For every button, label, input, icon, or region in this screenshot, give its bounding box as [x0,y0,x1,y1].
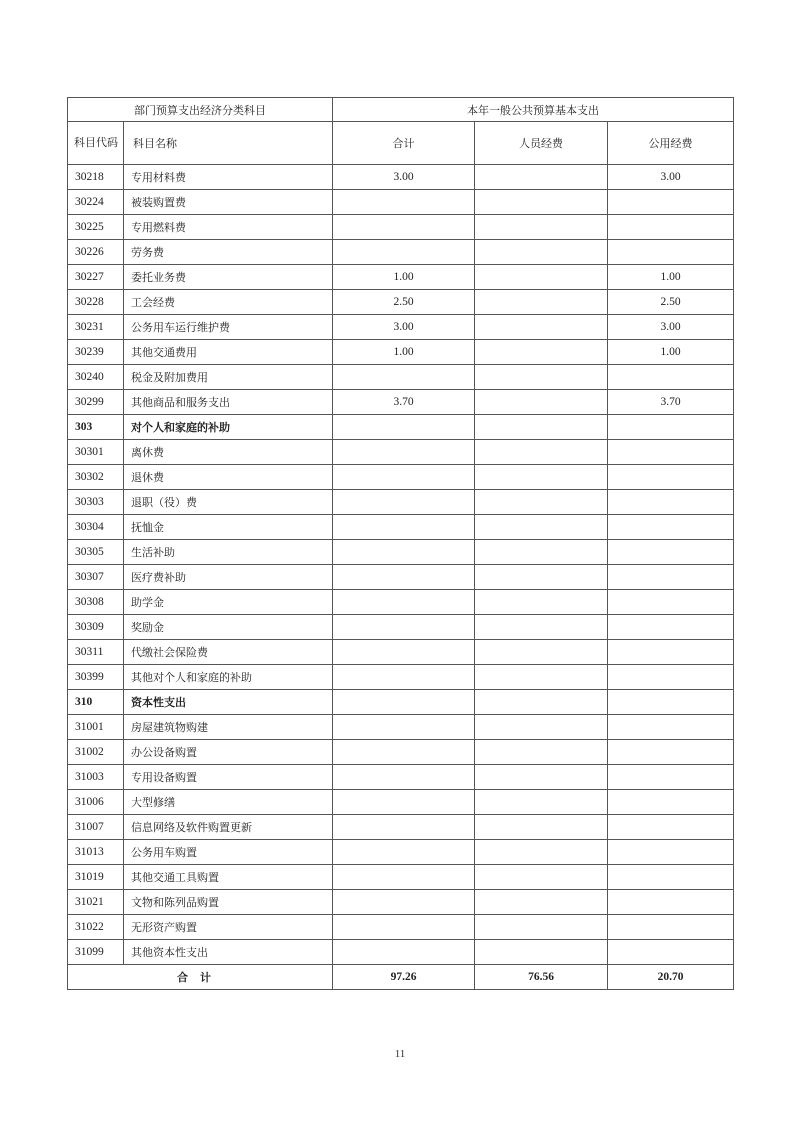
row-public [608,465,734,490]
row-total [333,890,475,915]
row-personnel [475,440,608,465]
row-name: 其他对个人和家庭的补助 [124,665,333,690]
table-row [68,540,734,565]
row-code: 303 [68,415,124,440]
row-personnel [475,315,608,340]
row-name: 专用燃料费 [124,215,333,240]
row-name: 资本性支出 [124,690,333,715]
row-code: 30228 [68,290,124,315]
row-total [333,790,475,815]
row-personnel [475,290,608,315]
row-total [333,240,475,265]
row-total: 3.00 [333,315,475,340]
row-code: 31099 [68,940,124,965]
row-public [608,365,734,390]
row-public [608,865,734,890]
row-personnel [475,265,608,290]
table-row [68,340,734,365]
row-personnel [475,815,608,840]
row-name: 税金及附加费用 [124,365,333,390]
row-public [608,565,734,590]
row-public [608,690,734,715]
row-total [333,915,475,940]
table-row [68,415,734,440]
table-row [68,640,734,665]
row-name: 房屋建筑物购建 [124,715,333,740]
row-personnel [475,765,608,790]
table-row [68,240,734,265]
row-name: 文物和陈列品购置 [124,890,333,915]
row-total [333,690,475,715]
table-row [68,565,734,590]
row-public [608,740,734,765]
row-name: 劳务费 [124,240,333,265]
row-name: 其他交通费用 [124,340,333,365]
row-total [333,515,475,540]
row-code: 31006 [68,790,124,815]
total-public: 20.70 [608,965,734,990]
table-row [68,740,734,765]
table-row [68,590,734,615]
row-personnel [475,840,608,865]
row-code: 30218 [68,165,124,190]
row-total [333,640,475,665]
row-name: 离休费 [124,440,333,465]
table-row [68,615,734,640]
row-code: 31001 [68,715,124,740]
row-code: 31002 [68,740,124,765]
table-row [68,840,734,865]
row-code: 30304 [68,515,124,540]
header-economic-classification: 部门预算支出经济分类科目 [68,98,333,122]
row-total: 1.00 [333,265,475,290]
table-row [68,290,734,315]
row-personnel [475,340,608,365]
row-name: 工会经费 [124,290,333,315]
table-row [68,390,734,415]
row-total [333,865,475,890]
row-total: 2.50 [333,290,475,315]
total-label: 合计 [68,965,333,990]
row-code: 30305 [68,540,124,565]
row-code: 30308 [68,590,124,615]
row-public: 3.00 [608,165,734,190]
table-row [68,315,734,340]
row-name: 其他交通工具购置 [124,865,333,890]
row-code: 310 [68,690,124,715]
header-row-columns [68,122,734,165]
row-personnel [475,640,608,665]
row-personnel [475,690,608,715]
row-public [608,490,734,515]
row-code: 30224 [68,190,124,215]
row-code: 30227 [68,265,124,290]
row-name: 抚恤金 [124,515,333,540]
row-code: 30302 [68,465,124,490]
table-row [68,765,734,790]
row-public [608,715,734,740]
row-code: 30311 [68,640,124,665]
row-total [333,715,475,740]
row-code: 30299 [68,390,124,415]
row-personnel [475,915,608,940]
row-name: 专用材料费 [124,165,333,190]
row-total [333,465,475,490]
row-code: 30399 [68,665,124,690]
total-row [68,965,734,990]
row-personnel [475,740,608,765]
row-code: 31007 [68,815,124,840]
row-personnel [475,790,608,815]
row-personnel [475,890,608,915]
row-name: 大型修缮 [124,790,333,815]
row-public [608,890,734,915]
row-public: 2.50 [608,290,734,315]
row-personnel [475,490,608,515]
table-row [68,665,734,690]
row-personnel [475,540,608,565]
row-name: 助学金 [124,590,333,615]
row-personnel [475,565,608,590]
header-name: 科目名称 [124,122,333,165]
total-personnel: 76.56 [475,965,608,990]
row-public [608,440,734,465]
row-personnel [475,615,608,640]
row-public [608,615,734,640]
row-personnel [475,715,608,740]
table-row [68,890,734,915]
row-total [333,415,475,440]
table-row [68,940,734,965]
row-personnel [475,165,608,190]
row-public [608,665,734,690]
row-total [333,540,475,565]
table-row [68,265,734,290]
row-code: 30309 [68,615,124,640]
row-public [608,590,734,615]
row-personnel [475,415,608,440]
row-personnel [475,665,608,690]
row-code: 30307 [68,565,124,590]
row-name: 退休费 [124,465,333,490]
row-public [608,790,734,815]
row-public [608,515,734,540]
row-public [608,940,734,965]
header-row-groups [68,98,734,122]
header-total: 合计 [333,122,475,165]
row-name: 公务用车运行维护费 [124,315,333,340]
table-row [68,465,734,490]
row-public [608,240,734,265]
row-name: 医疗费补助 [124,565,333,590]
table-body [68,165,734,965]
row-personnel [475,240,608,265]
row-code: 30225 [68,215,124,240]
row-total [333,940,475,965]
row-total [333,440,475,465]
table-row [68,440,734,465]
row-name: 生活补助 [124,540,333,565]
table-row [68,715,734,740]
row-code: 30231 [68,315,124,340]
budget-expenditure-table [67,97,734,990]
row-personnel [475,390,608,415]
table-row [68,790,734,815]
row-name: 代缴社会保险费 [124,640,333,665]
row-public [608,640,734,665]
row-name: 其他资本性支出 [124,940,333,965]
row-personnel [475,190,608,215]
row-personnel [475,365,608,390]
row-public [608,215,734,240]
row-code: 31021 [68,890,124,915]
row-total: 1.00 [333,340,475,365]
row-total: 3.00 [333,165,475,190]
row-total: 3.70 [333,390,475,415]
row-personnel [475,215,608,240]
row-total [333,740,475,765]
row-public [608,540,734,565]
table-row [68,365,734,390]
row-total [333,615,475,640]
table-row [68,865,734,890]
row-personnel [475,515,608,540]
row-code: 30303 [68,490,124,515]
row-total [333,590,475,615]
row-name: 专用设备购置 [124,765,333,790]
row-code: 31019 [68,865,124,890]
page-number: 11 [394,1048,406,1060]
row-total [333,765,475,790]
row-name: 委托业务费 [124,265,333,290]
row-public: 3.00 [608,315,734,340]
table-row [68,165,734,190]
row-personnel [475,865,608,890]
row-public: 1.00 [608,340,734,365]
row-name: 其他商品和服务支出 [124,390,333,415]
row-code: 31003 [68,765,124,790]
row-total [333,490,475,515]
table-row [68,215,734,240]
row-personnel [475,940,608,965]
row-name: 奖励金 [124,615,333,640]
row-code: 31013 [68,840,124,865]
header-basic-expenditure: 本年一般公共预算基本支出 [333,98,734,122]
table-row [68,515,734,540]
row-name: 信息网络及软件购置更新 [124,815,333,840]
row-public [608,190,734,215]
row-name: 对个人和家庭的补助 [124,415,333,440]
row-public: 3.70 [608,390,734,415]
row-public [608,915,734,940]
row-name: 被装购置费 [124,190,333,215]
header-personnel: 人员经费 [475,122,608,165]
table-row [68,915,734,940]
row-code: 30226 [68,240,124,265]
header-public: 公用经费 [608,122,734,165]
table-row [68,690,734,715]
total-sum: 97.26 [333,965,475,990]
row-personnel [475,590,608,615]
table-row [68,490,734,515]
row-public [608,815,734,840]
row-total [333,840,475,865]
row-public: 1.00 [608,265,734,290]
row-total [333,215,475,240]
table-row [68,815,734,840]
row-name: 办公设备购置 [124,740,333,765]
header-code: 科目代码 [68,122,124,165]
row-code: 30240 [68,365,124,390]
row-code: 30239 [68,340,124,365]
row-name: 无形资产购置 [124,915,333,940]
row-total [333,565,475,590]
row-code: 31022 [68,915,124,940]
row-public [608,415,734,440]
row-total [333,190,475,215]
row-code: 30301 [68,440,124,465]
row-total [333,665,475,690]
row-total [333,365,475,390]
table-row [68,190,734,215]
row-name: 退职（役）费 [124,490,333,515]
row-name: 公务用车购置 [124,840,333,865]
row-total [333,815,475,840]
row-public [608,765,734,790]
row-personnel [475,465,608,490]
row-public [608,840,734,865]
